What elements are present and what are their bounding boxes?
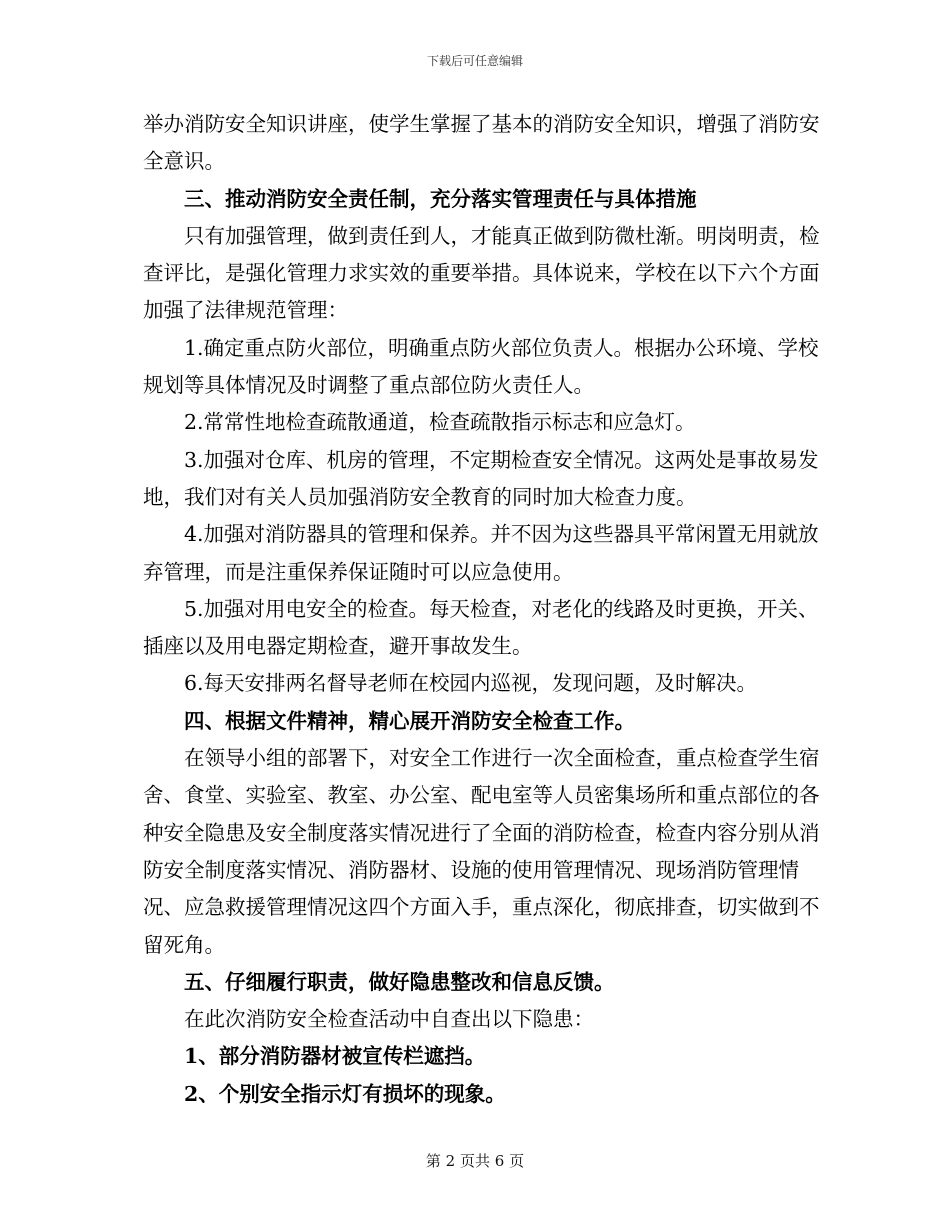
section-heading-5: 五、仔细履行职责，做好隐患整改和信息反馈。 [184,969,615,994]
list-item-2: 2.常常性地检查疏散通道，检查疏散指示标志和应急灯。 [184,410,696,435]
section-heading-4: 四、根据文件精神，精心展开消防安全检查工作。 [184,708,635,733]
section-heading-3: 三、推动消防安全责任制，充分落实管理责任与具体措施 [184,186,697,211]
hazard-item-1: 1、部分消防器材被宣传栏遮挡。 [184,1044,486,1069]
list-item-4: 4.加强对消防器具的管理和保养。并不因为这些器具平常闲置无用就放弃管理，而是注重保养保证随时可以应急使用。 [143,522,819,584]
document-body [143,106,823,1113]
list-item-1: 1.确定重点防火部位，明确重点防火部位负责人。根据办公环境、学校规划等具体情况及时调整了重点部位防火责任人。 [143,335,819,398]
list-item-6: 6.每天安排两名督导老师在校园内巡视，发现问题，及时解决。 [184,671,758,696]
paragraph-hazards-intro: 在此次消防安全检查活动中自查出以下隐患： [184,1007,594,1032]
paragraph-management-intro: 只有加强管理，做到责任到人，才能真正做到防微杜渐。明岗明责，检查评比，是强化管理力求实效的重要举措。具体说来，学校在以下六个方面加强了法律规范管理： [143,223,820,323]
list-item-5: 5.加强对用电安全的检查。每天检查，对老化的线路及时更换，开关、插座以及用电器定期检查，避开事故发生。 [143,596,819,659]
hazard-item-2: 2、个别安全指示灯有损坏的现象。 [184,1081,506,1106]
page-footer: 第 2 页共 6 页 [425,1152,525,1170]
list-item-3: 3.加强对仓库、机房的管理，不定期检查安全情况。这两处是事故易发地，我们对有关人员加强消防安全教育的同时加大检查力度。 [143,447,819,509]
paragraph-continuation: 举办消防安全知识讲座，使学生掌握了基本的消防安全知识，增强了消防安全意识。 [143,112,820,174]
paragraph-inspection: 在领导小组的部署下，对安全工作进行一次全面检查，重点检查学生宿舍、食堂、实验室、教室、办公室、配电室等人员密集场所和重点部位的各种安全隐患及安全制度落实情况进行了全面的消防检查，检查内容分别从消防安全制度落实情况、消防器材、设施的使用管理情况、现场消防管理情况、应急救援管理情况这四个方面入手，重点深化，彻底排查，切实做到不留死角。 [143,746,820,957]
page-header: 下载后可任意编辑 [426,54,523,68]
